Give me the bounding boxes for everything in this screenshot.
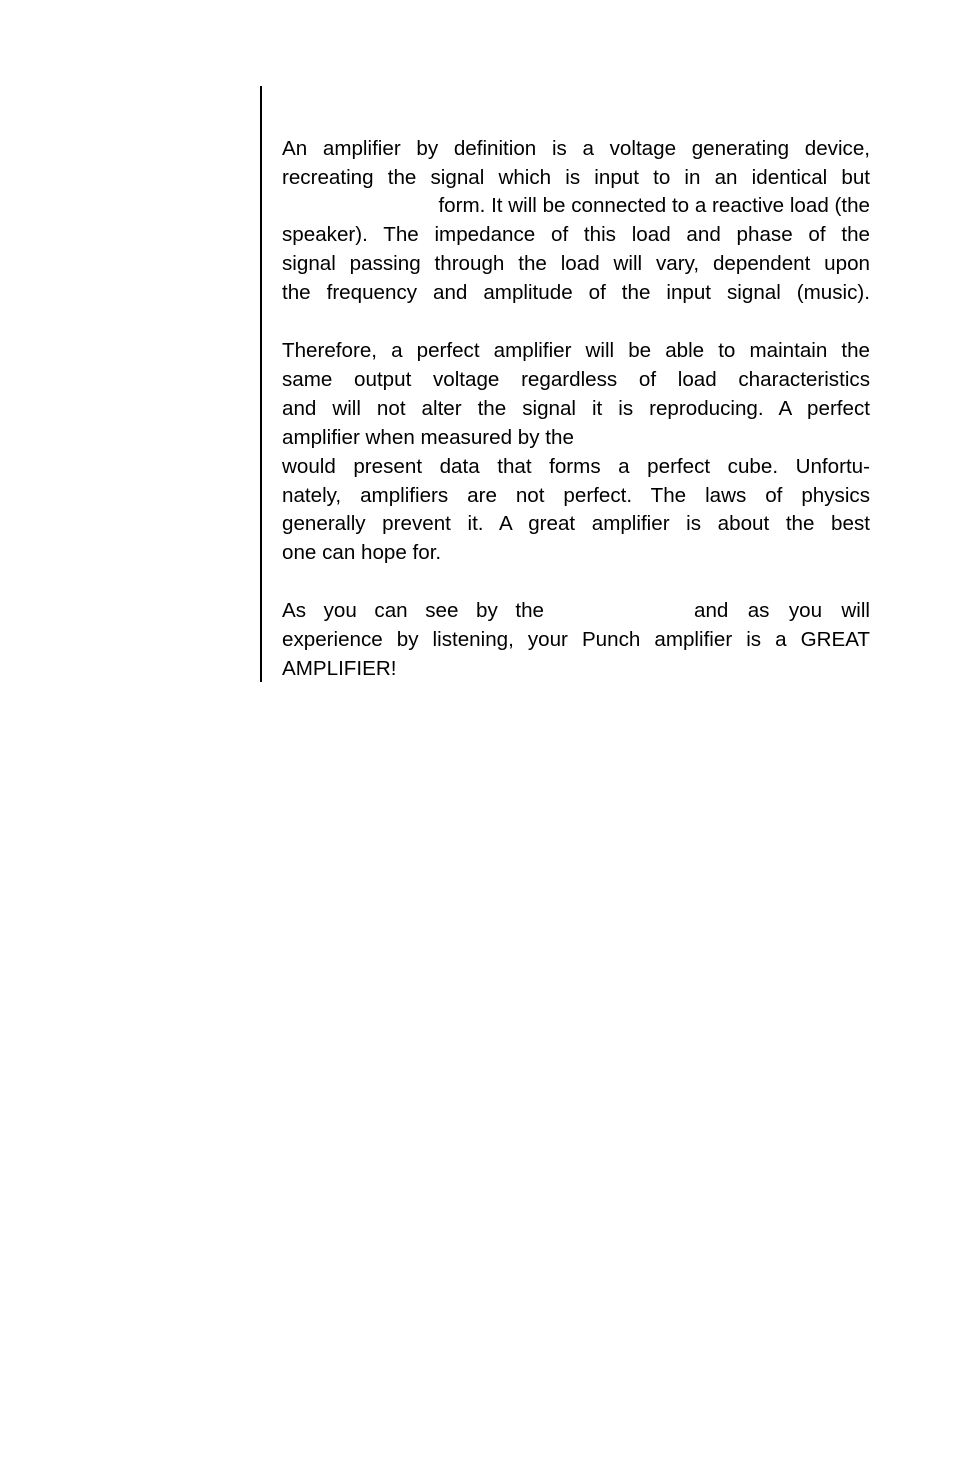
text-line: Therefore, a perfect amplifier will be able to maintain the [282, 339, 870, 362]
margin-rule [260, 86, 262, 682]
text-line: AMPLIFIER! [282, 657, 397, 680]
text-line: signal passing through the load will vary, dependent upon [282, 252, 870, 275]
text-line: generally prevent it. A great amplifier is about the best [282, 512, 870, 535]
text-line: the frequency and amplitude of the input signal (music). [282, 281, 870, 304]
text-line: experience by listening, your Punch amplifier is a GREAT [282, 628, 870, 651]
text-line: An amplifier by definition is a voltage generating device, [282, 137, 870, 160]
text-segment: As you can see by the [282, 599, 544, 622]
text-line: one can hope for. [282, 541, 442, 564]
text-line: speaker). The impedance of this load and phase of the [282, 223, 870, 246]
text-segment: and as you will [694, 599, 870, 622]
text-line: and will not alter the signal it is reproducing. A perfect [282, 397, 870, 420]
text-line: same output voltage regardless of load characteristics [282, 368, 870, 391]
text-line: nately, amplifiers are not perfect. The laws of physics [282, 484, 870, 507]
text-line: amplifier when measured by the [282, 426, 574, 449]
text-line [282, 596, 870, 625]
text-line: recreating the signal which is input to in an identical but [282, 166, 870, 189]
text-line: form. It will be connected to a reactive load (the [438, 194, 870, 217]
text-line: would present data that forms a perfect cube. Unfortu- [282, 455, 870, 478]
